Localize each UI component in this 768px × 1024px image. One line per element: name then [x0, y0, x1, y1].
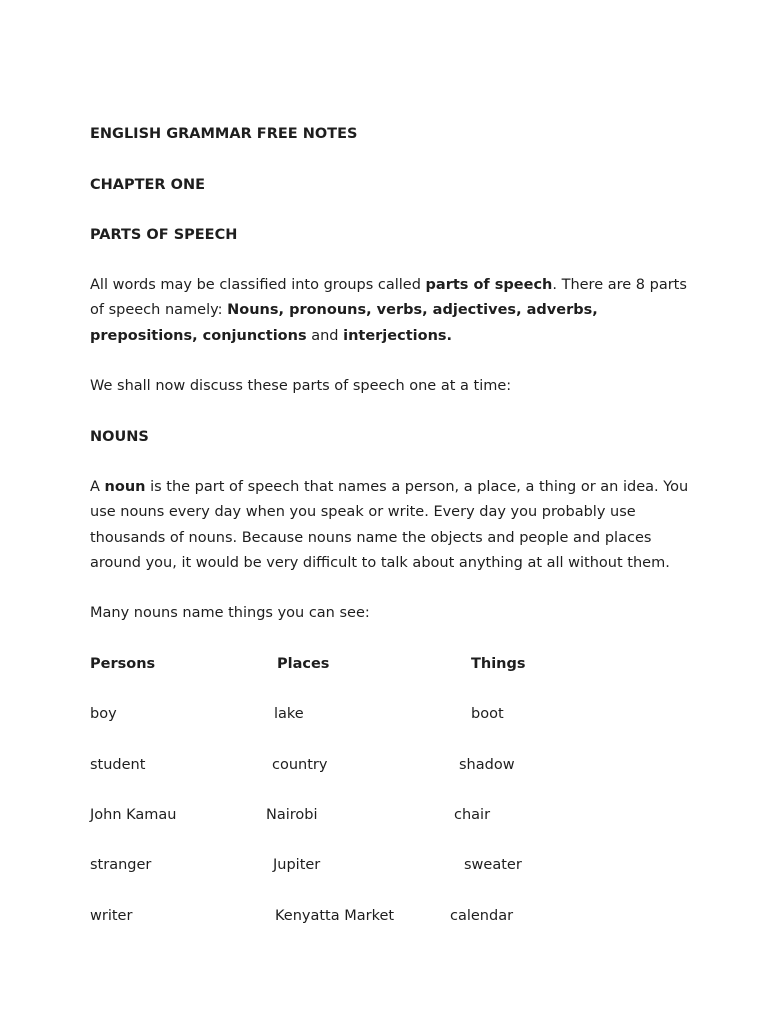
table-cell: shadow — [459, 757, 515, 773]
document-title: ENGLISH GRAMMAR FREE NOTES — [90, 126, 358, 142]
intro-bold-list: Nouns, pronouns, verbs, adjectives, adverbs, prepositions, conjunctions — [90, 302, 598, 344]
noun-paragraph — [90, 475, 690, 576]
noun-bold-term: noun — [104, 479, 146, 495]
intro-text-3: and — [306, 327, 344, 344]
intro-paragraph — [90, 273, 690, 349]
nouns-heading: NOUNS — [90, 429, 149, 445]
table-header-persons: Persons — [90, 656, 156, 672]
intro-text-1: All words may be classified into groups called — [90, 277, 426, 293]
table-cell: writer — [90, 908, 133, 924]
many-nouns-line: Many nouns name things you can see: — [90, 605, 370, 621]
chapter-heading: CHAPTER ONE — [90, 177, 206, 193]
table-cell: Kenyatta Market — [275, 908, 395, 924]
intro-bold-interjections: interjections. — [343, 327, 453, 344]
table-cell: student — [90, 757, 146, 773]
table-cell: country — [272, 757, 328, 773]
table-cell: chair — [454, 807, 491, 823]
discuss-line: We shall now discuss these parts of speech one at a time: — [90, 378, 512, 394]
table-cell: lake — [274, 706, 304, 722]
table-cell: boy — [90, 706, 117, 722]
table-cell: sweater — [464, 857, 522, 873]
intro-text-2: . There are 8 parts of speech namely: — [90, 277, 687, 319]
table-cell: boot — [471, 706, 504, 722]
table-header-things: Things — [471, 656, 526, 672]
table-header-places: Places — [277, 656, 330, 672]
intro-bold-parts-of-speech: parts of speech — [425, 277, 553, 293]
table-cell: stranger — [90, 857, 152, 873]
table-cell: John Kamau — [90, 807, 177, 823]
section-heading: PARTS OF SPEECH — [90, 227, 238, 243]
table-cell: Nairobi — [266, 807, 318, 823]
noun-text-2: is the part of speech that names a person, a place, a thing or an idea. You use nouns every day when you speak or write. Every day you probably use thousands of nouns. Because nouns name the objects and people and places around you, it would be very difficult to talk about anything at all without them. — [90, 479, 689, 571]
noun-text-1: A — [90, 479, 105, 495]
table-cell: Jupiter — [273, 857, 321, 873]
table-cell: calendar — [450, 908, 514, 924]
